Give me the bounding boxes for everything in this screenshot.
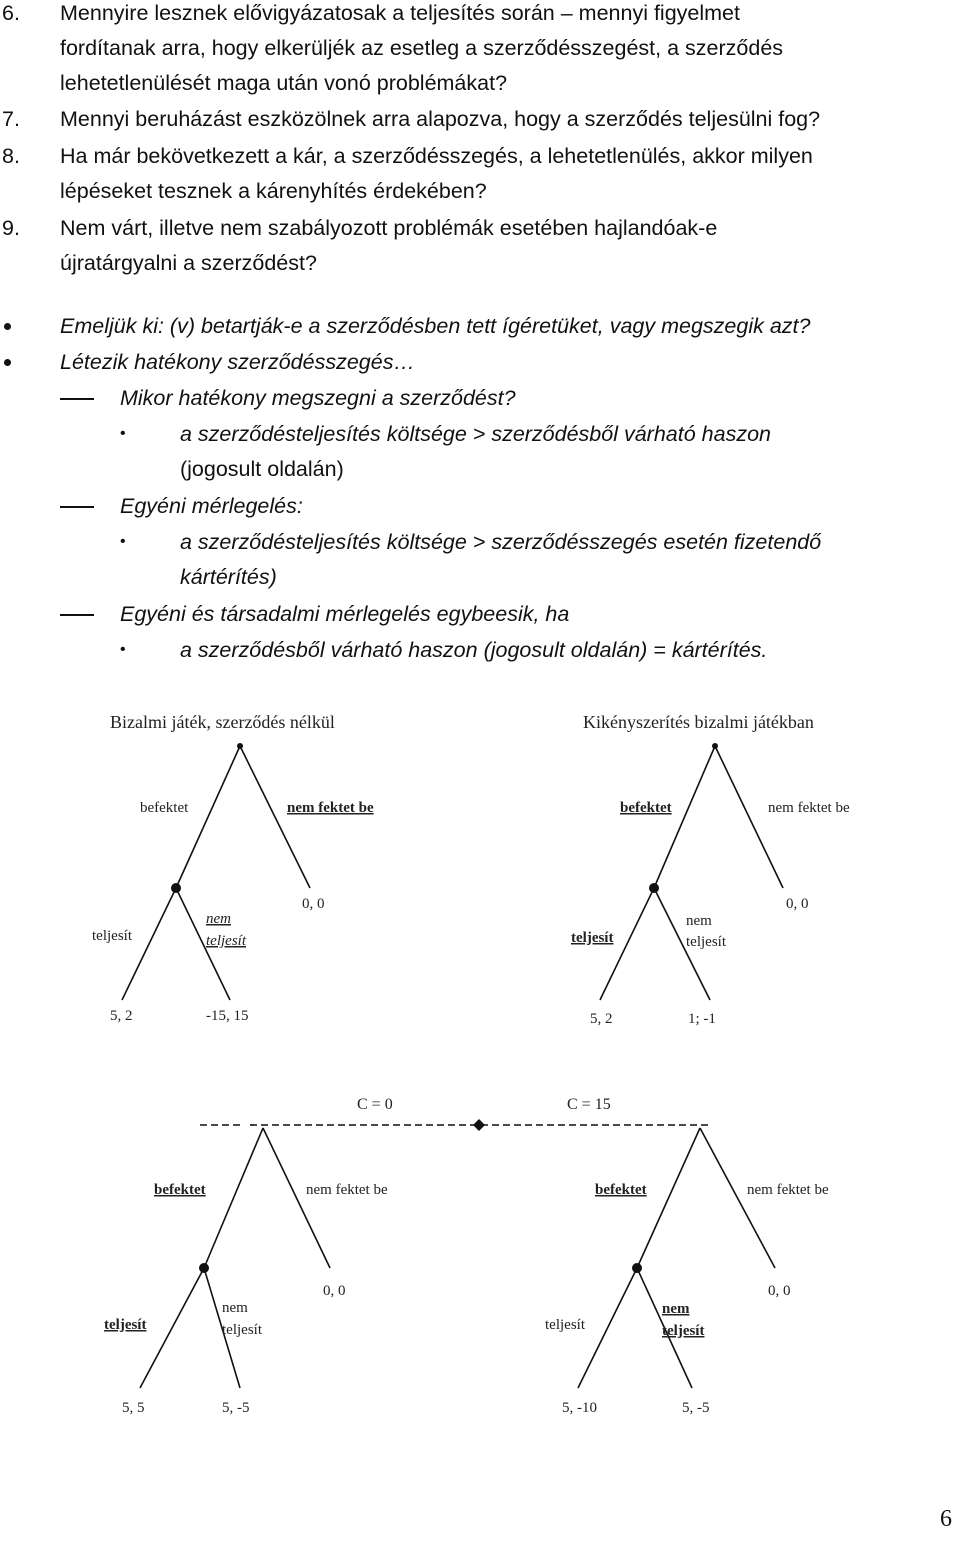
branch-label: nem fektet be [768, 800, 850, 816]
small-bullet: • [120, 533, 126, 550]
sub-sub-item-text: (jogosult oldalán) [180, 457, 344, 481]
question-text: újratárgyalni a szerződést? [60, 251, 317, 275]
branch-label-chosen: nem [662, 1301, 690, 1317]
cost-label: C = 15 [567, 1096, 611, 1113]
sub-item-text: Egyéni mérlegelés: [120, 494, 303, 518]
question-text: Ha már bekövetkezett a kár, a szerződésszegés, a lehetetlenülés, akkor milyen [60, 144, 813, 168]
small-bullet: • [120, 425, 126, 442]
branch-label-chosen: nem fektet be [287, 800, 374, 816]
branch-label-chosen: befektet [620, 800, 672, 816]
branch-label-chosen: befektet [154, 1182, 206, 1198]
question-text: Mennyi beruházást eszközölnek arra alapozva, hogy a szerződés teljesülni fog? [60, 107, 821, 131]
question-text: Mennyire lesznek elővigyázatosak a teljesítés során – mennyi figyelmet [60, 1, 740, 25]
payoff-label: 5, 5 [122, 1400, 145, 1416]
branch-label-chosen: befektet [595, 1182, 647, 1198]
bullet-text: Létezik hatékony szerződésszegés… [60, 350, 415, 374]
branch-label: befektet [140, 800, 189, 816]
sub-sub-item-text: a szerződésből várható haszon (jogosult oldalán) = kártérítés. [180, 638, 768, 662]
branch-label-chosen: teljesít [662, 1323, 705, 1339]
payoff-label: 5, -5 [222, 1400, 250, 1416]
question-number: 7. [2, 107, 20, 131]
tree-title: Bizalmi játék, szerződés nélkül [110, 712, 335, 732]
branch-label-chosen: teljesít [104, 1317, 147, 1333]
payoff-label: 5, 2 [590, 1011, 613, 1027]
branch-label: nem [686, 913, 712, 929]
payoff-label: 5, -10 [562, 1400, 597, 1416]
tree-title: Kikényszerítés bizalmi játékban [583, 712, 814, 732]
payoff-label: 0, 0 [302, 896, 325, 912]
branch-label: teljesít [686, 934, 726, 950]
branch-label: teljesít [92, 928, 132, 944]
sub-item-text: Egyéni és társadalmi mérlegelés egybeesik, ha [120, 602, 570, 626]
branch-label-chosen: teljesít [571, 930, 614, 946]
payoff-label: 1; -1 [688, 1011, 716, 1027]
payoff-label: 0, 0 [768, 1283, 791, 1299]
branch-label: teljesít [222, 1322, 262, 1338]
cost-label: C = 0 [357, 1096, 393, 1113]
branch-label: nem fektet be [747, 1182, 829, 1198]
question-number: 9. [2, 216, 20, 240]
question-text: fordítanak arra, hogy elkerüljék az esetleg a szerződésszegést, a szerződés [60, 36, 784, 60]
payoff-label: -15, 15 [206, 1008, 249, 1024]
page-number: 6 [940, 1506, 952, 1532]
sub-sub-item-text: a szerződésteljesítés költsége > szerződésből várható haszon [180, 422, 771, 446]
sub-sub-item-text: kártérítés) [180, 565, 277, 589]
branch-label: nem fektet be [306, 1182, 388, 1198]
payoff-label: 0, 0 [786, 896, 809, 912]
sub-sub-item-text: a szerződésteljesítés költsége > szerződésszegés esetén fizetendő [180, 530, 822, 554]
small-bullet: • [120, 641, 126, 658]
branch-label: nem [222, 1300, 248, 1316]
sub-item-text: Mikor hatékony megszegni a szerződést? [120, 386, 516, 410]
question-number: 6. [2, 1, 20, 25]
branch-label-chosen: teljesít [206, 933, 246, 949]
payoff-label: 5, 2 [110, 1008, 133, 1024]
question-text: Nem várt, illetve nem szabályozott problémák esetében hajlandóak-e [60, 216, 718, 240]
branch-label: teljesít [545, 1317, 585, 1333]
question-text: lépéseket tesznek a kárenyhítés érdekében? [60, 179, 487, 203]
question-text: lehetetlenülését maga után vonó problémákat? [60, 71, 508, 95]
question-number: 8. [2, 144, 20, 168]
payoff-label: 0, 0 [323, 1283, 346, 1299]
bullet-text: Emeljük ki: (v) betartják-e a szerződésben tett ígéretüket, vagy megszegik azt? [60, 314, 811, 338]
payoff-label: 5, -5 [682, 1400, 710, 1416]
branch-label-chosen: nem [206, 911, 231, 927]
